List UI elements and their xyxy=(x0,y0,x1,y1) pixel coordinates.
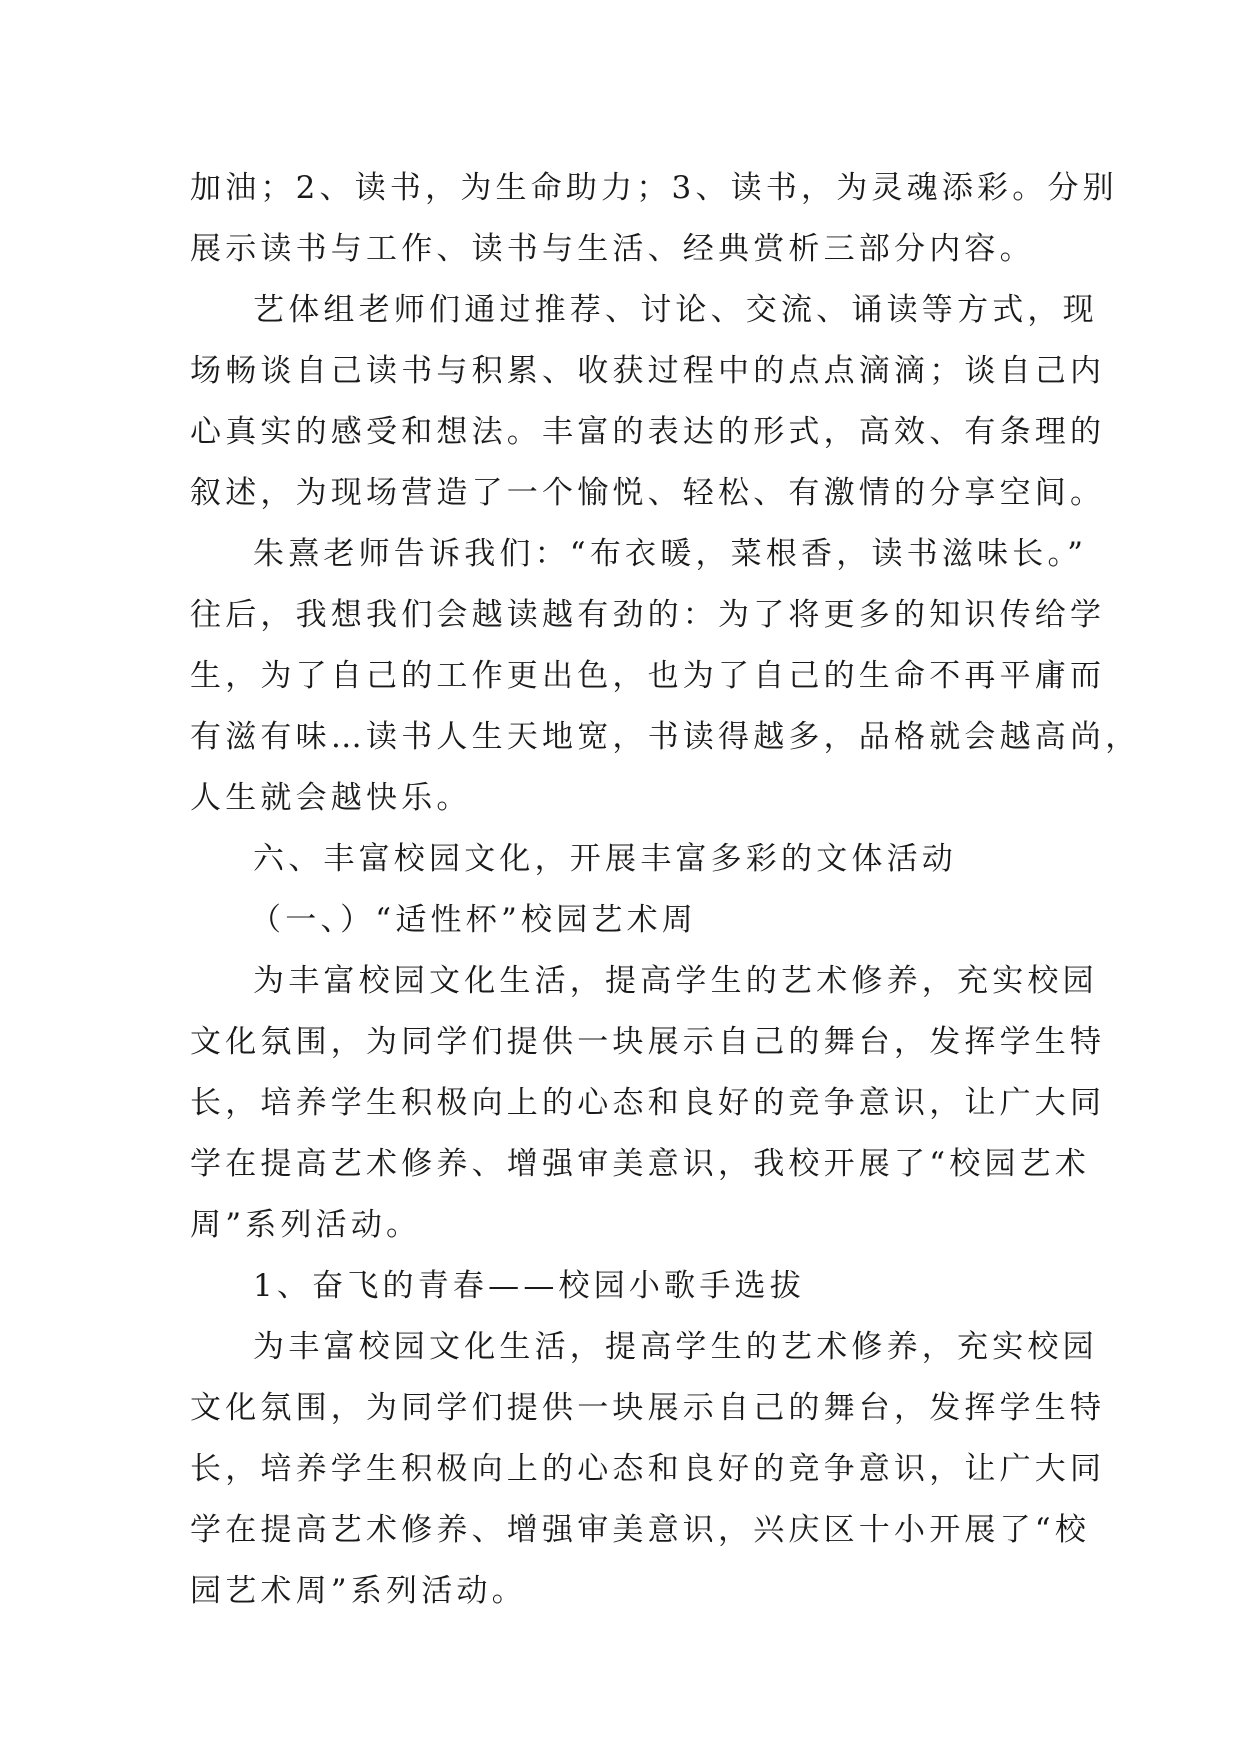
paragraph-start-line: 艺体组老师们通过推荐、讨论、交流、诵读等方式，现 xyxy=(253,292,1098,328)
subsection-heading: （一、）“适性杯”校园艺术周 xyxy=(250,902,697,938)
text-line: 展示读书与工作、读书与生活、经典赏析三部分内容。 xyxy=(190,231,1035,267)
paragraph-start-line: 为丰富校园文化生活，提高学生的艺术修养，充实校园 xyxy=(253,1329,1098,1365)
text-line: 文化氛围，为同学们提供一块展示自己的舞台，发挥学生特 xyxy=(190,1390,1106,1426)
item-heading: 1、奋飞的青春——校园小歌手选拔 xyxy=(253,1268,805,1304)
text-line: 叙述，为现场营造了一个愉悦、轻松、有激情的分享空间。 xyxy=(190,475,1106,511)
text-line: 人生就会越快乐。 xyxy=(190,780,472,816)
document-body xyxy=(190,158,1141,1622)
paragraph-start-line: 为丰富校园文化生活，提高学生的艺术修养，充实校园 xyxy=(253,963,1098,999)
text-line: 生，为了自己的工作更出色，也为了自己的生命不再平庸而 xyxy=(190,658,1106,694)
text-line: 心真实的感受和想法。丰富的表达的形式，高效、有条理的 xyxy=(190,414,1106,450)
paragraph-start-line: 朱熹老师告诉我们：“布衣暖，菜根香，读书滋味长。” xyxy=(253,536,1088,572)
text-line: 往后，我想我们会越读越有劲的：为了将更多的知识传给学 xyxy=(190,597,1106,633)
text-line: 周”系列活动。 xyxy=(190,1207,422,1243)
text-line: 文化氛围，为同学们提供一块展示自己的舞台，发挥学生特 xyxy=(190,1024,1106,1060)
text-line: 学在提高艺术修养、增强审美意识，兴庆区十小开展了“校 xyxy=(190,1512,1091,1548)
text-line: 有滋有味…读书人生天地宽，书读得越多，品格就会越高尚， xyxy=(190,719,1141,755)
text-line: 长，培养学生积极向上的心态和良好的竞争意识，让广大同 xyxy=(190,1451,1106,1487)
text-line: 园艺术周”系列活动。 xyxy=(190,1573,527,1609)
text-line: 学在提高艺术修养、增强审美意识，我校开展了“校园艺术 xyxy=(190,1146,1091,1182)
text-line: 长，培养学生积极向上的心态和良好的竞争意识，让广大同 xyxy=(190,1085,1106,1121)
text-line: 加油；2、读书，为生命助力；3、读书，为灵魂添彩。分别 xyxy=(190,170,1118,206)
text-line: 场畅谈自己读书与积累、收获过程中的点点滴滴；谈自己内 xyxy=(190,353,1106,389)
section-heading: 六、丰富校园文化，开展丰富多彩的文体活动 xyxy=(253,841,957,877)
